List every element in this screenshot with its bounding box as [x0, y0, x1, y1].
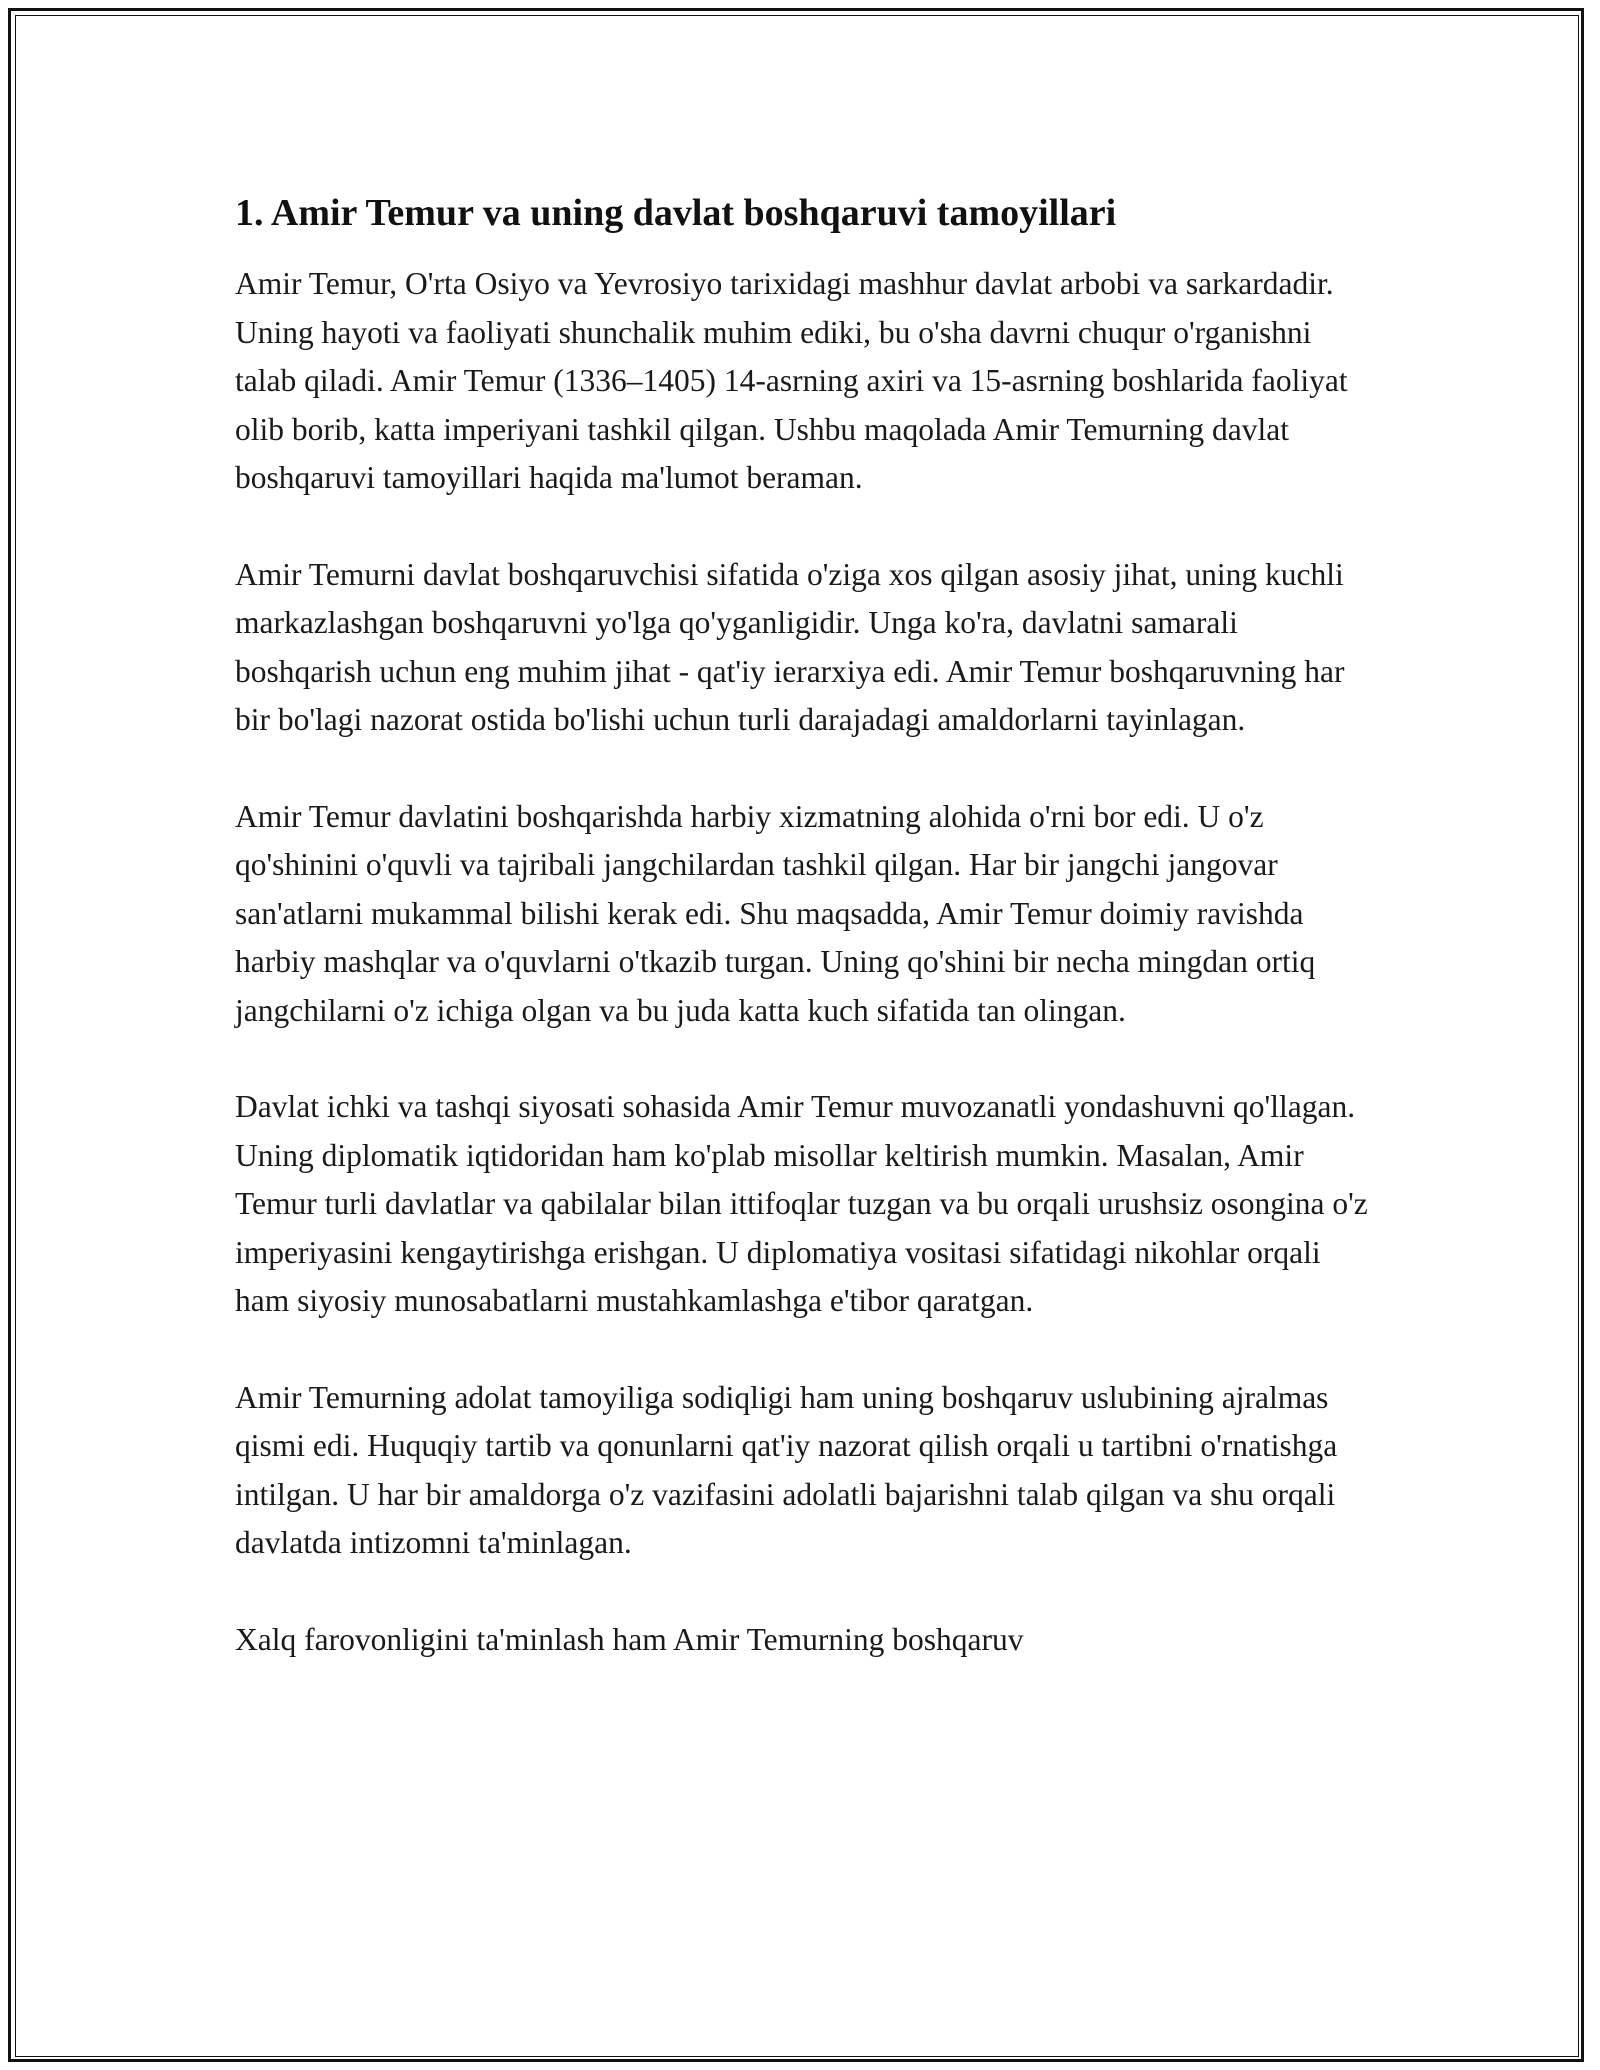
paragraph-5: Amir Temurning adolat tamoyiliga sodiqligi ham uning boshqaruv uslubining ajralmas qismi edi. Huquqiy tartib va qonunlarni qat'iy nazorat qilish orqali u tartibni o'rnatishga intilgan. U har bir amaldorga o'z vazifasini adolatli bajarishni talab qilgan va shu orqali davlatda intizomni ta'minlagan. [235, 1379, 1338, 1560]
paragraph-3: Amir Temur davlatini boshqarishda harbiy xizmatning alohida o'rni bor edi. U o'z qo'shinini o'quvli va tajribali jangchilardan tashkil qilgan. Har bir jangchi jangovar san'atlarni mukammal bilishi kerak edi. Shu maqsadda, Amir Temur doimiy ravishda harbiy mashqlar va o'quvlarni o'tkazib turgan. Uning qo'shini bir necha mingdan ortiq jangchilarni o'z ichiga olgan va bu juda katta kuch sifatida tan olingan. [235, 798, 1316, 1028]
document-body [235, 188, 1370, 1712]
paragraph-1: Amir Temur, O'rta Osiyo va Yevrosiyo tarixidagi mashhur davlat arbobi va sarkardadir. Uning hayoti va faoliyati shunchalik muhim ediki, bu o'sha davrni chuqur o'rganishni talab qiladi. Amir Temur (1336–1405) 14-asrning axiri va 15-asrning boshlarida faoliyat olib borib, katta imperiyani tashkil qilgan. Ushbu maqolada Amir Temurning davlat boshqaruvi tamoyillari haqida ma'lumot beraman. [235, 266, 1348, 495]
paragraph-6: Xalq farovonligini ta'minlash ham Amir Temurning boshqaruv [235, 1621, 1024, 1657]
paragraph-4: Davlat ichki va tashqi siyosati sohasida Amir Temur muvozanatli yondashuvni qo'llagan. Uning diplomatik iqtidoridan ham ko'plab misollar keltirish mumkin. Masalan, Amir Temur turli davlatlar va qabilalar bilan ittifoqlar tuzgan va bu orqali urushsiz osongina o'z imperiyasini kengaytirishga erishgan. U diplomatiya vositasi sifatidagi nikohlar orqali ham siyosiy munosabatlarni mustahkamlashga e'tibor qaratgan. [235, 1089, 1368, 1318]
document-title: 1. Amir Temur va uning davlat boshqaruvi tamoyillari [235, 192, 1117, 234]
paragraph-2: Amir Temurni davlat boshqaruvchisi sifatida o'ziga xos qilgan asosiy jihat, uning kuchli markazlashgan boshqaruvni yo'lga qo'yganligidir. Unga ko'ra, davlatni samarali boshqarish uchun eng muhim jihat - qat'iy ierarxiya edi. Amir Temur boshqaruvning har bir bo'lagi nazorat ostida bo'lishi uchun turli darajadagi amaldorlarni tayinlagan. [235, 556, 1345, 737]
